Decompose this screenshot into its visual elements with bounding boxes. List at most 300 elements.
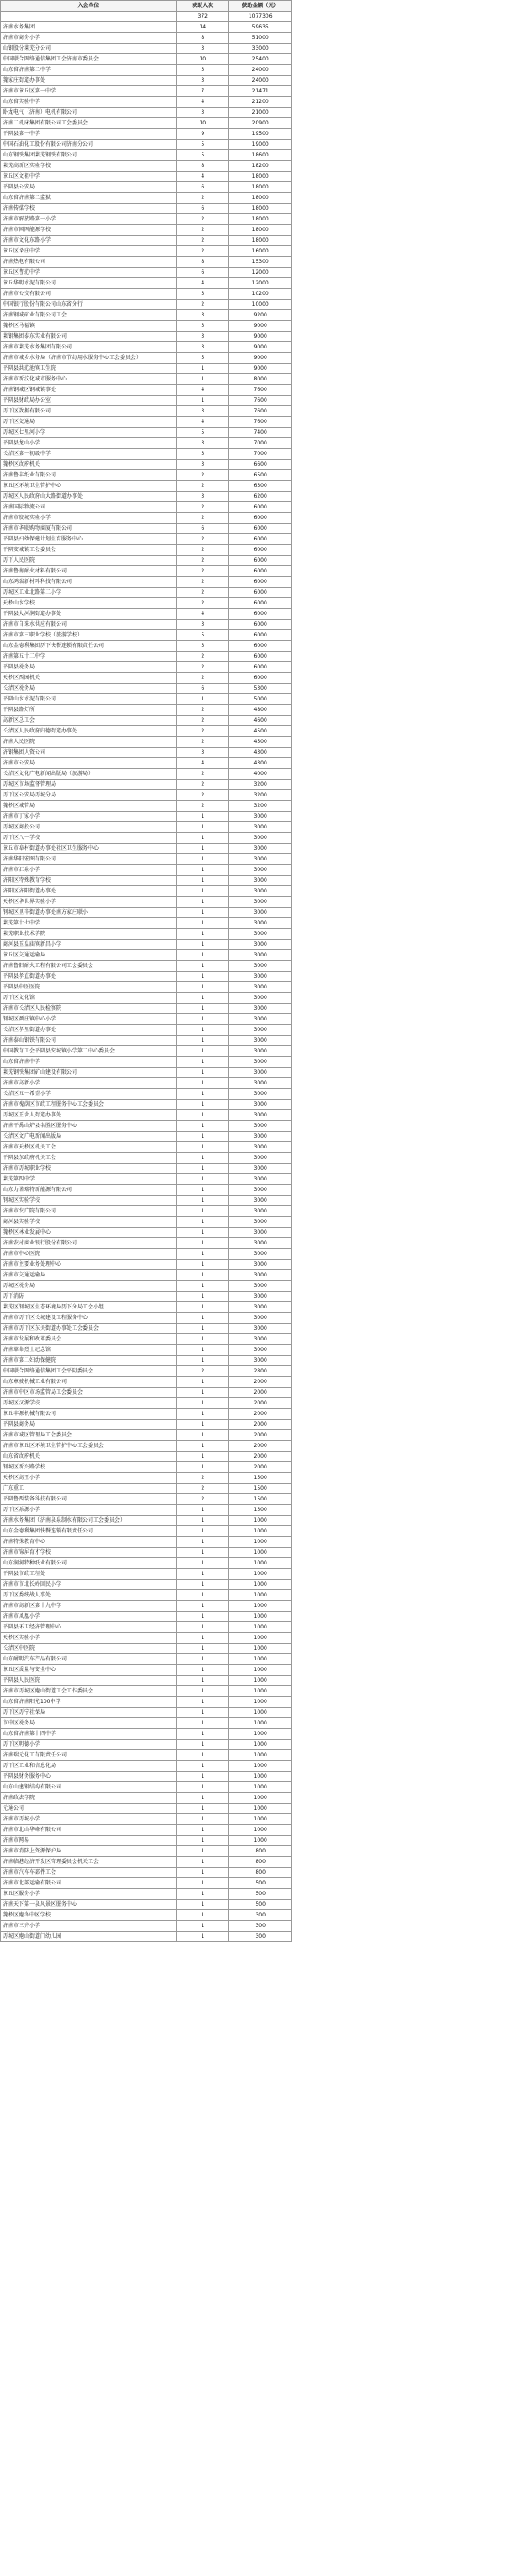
row-unit-cell: 济南市历下区东关街道办事处工会委员会 <box>1 1324 177 1334</box>
table-row <box>1 1036 292 1046</box>
row-amount-cell: 3000 <box>229 1164 292 1174</box>
row-unit-cell: 广东重工 <box>1 1484 177 1494</box>
table-row <box>1 172 292 182</box>
row-count-cell: 1 <box>177 1025 229 1036</box>
row-amount-cell: 1000 <box>229 1516 292 1526</box>
row-amount-cell: 1000 <box>229 1665 292 1676</box>
table-row <box>1 630 292 641</box>
table-row <box>1 865 292 876</box>
row-count-cell: 3 <box>177 65 229 76</box>
table-row <box>1 268 292 278</box>
row-count-cell: 1 <box>177 1356 229 1366</box>
row-unit-cell: 章丘区质量与安全中心 <box>1 1665 177 1676</box>
row-count-cell: 1 <box>177 897 229 908</box>
row-amount-cell: 3000 <box>229 1036 292 1046</box>
table-row <box>1 1654 292 1665</box>
table-row <box>1 1857 292 1868</box>
row-unit-cell: 山东省济南第二中学 <box>1 65 177 76</box>
row-count-cell: 14 <box>177 22 229 33</box>
table-row <box>1 492 292 502</box>
row-unit-cell: 天桥区西园机关 <box>1 673 177 684</box>
row-count-cell: 2 <box>177 716 229 726</box>
table-row <box>1 673 292 684</box>
row-amount-cell: 16000 <box>229 246 292 257</box>
row-count-cell: 4 <box>177 609 229 620</box>
row-unit-cell: 元通公司 <box>1 1804 177 1814</box>
row-count-cell: 2 <box>177 652 229 662</box>
row-count-cell: 1 <box>177 1409 229 1420</box>
table-row <box>1 182 292 193</box>
row-amount-cell: 3000 <box>229 1238 292 1249</box>
row-amount-cell: 7600 <box>229 396 292 406</box>
row-amount-cell: 3000 <box>229 822 292 833</box>
row-count-cell: 1 <box>177 1857 229 1868</box>
table-row <box>1 1292 292 1302</box>
row-unit-cell: 历下区文化馆 <box>1 993 177 1004</box>
row-unit-cell: 山东鸿瑞新材料科技有限公司 <box>1 577 177 588</box>
row-amount-cell: 18000 <box>229 204 292 214</box>
row-unit-cell: 历下区明德小学 <box>1 1740 177 1750</box>
row-unit-cell: 平阴县孝直街道办事处 <box>1 972 177 982</box>
row-unit-cell: 历下消防 <box>1 1292 177 1302</box>
table-row <box>1 502 292 513</box>
row-count-cell: 1 <box>177 1612 229 1622</box>
table-row <box>1 1014 292 1025</box>
table-row <box>1 1772 292 1782</box>
row-amount-cell: 3000 <box>229 844 292 854</box>
row-unit-cell: 山东省实验中学 <box>1 97 177 108</box>
row-unit-cell: 章丘区文祖中学 <box>1 172 177 182</box>
row-amount-cell: 1000 <box>229 1761 292 1772</box>
row-unit-cell: 济南市锦屏育才学校 <box>1 1548 177 1558</box>
row-unit-cell: 济南市汇泉小学 <box>1 865 177 876</box>
row-unit-cell: 济阳区特殊教育学校 <box>1 876 177 886</box>
row-count-cell: 1 <box>177 1900 229 1910</box>
row-amount-cell: 3000 <box>229 1132 292 1142</box>
row-count-cell: 1 <box>177 908 229 918</box>
row-unit-cell: 济南市长清区人民检察院 <box>1 1004 177 1014</box>
table-row <box>1 353 292 364</box>
row-unit-cell: 济南华阳宏图有限公司 <box>1 854 177 865</box>
row-amount-cell: 3000 <box>229 1228 292 1238</box>
row-unit-cell: 山东章鼓机械工业有限公司 <box>1 1377 177 1388</box>
row-unit-cell: 天桥山水学校 <box>1 598 177 609</box>
row-unit-cell: 天桥区实验小学 <box>1 1633 177 1644</box>
row-count-cell: 3 <box>177 342 229 353</box>
row-amount-cell: 4000 <box>229 769 292 780</box>
row-count-cell: 1 <box>177 1708 229 1718</box>
table-row <box>1 1164 292 1174</box>
table-row <box>1 65 292 76</box>
row-count-cell: 5 <box>177 630 229 641</box>
row-amount-cell: 3000 <box>229 1334 292 1345</box>
row-unit-cell: 平阴县税务局 <box>1 662 177 673</box>
row-amount-cell: 1300 <box>229 1505 292 1516</box>
row-unit-cell: 济南市历城小学 <box>1 1814 177 1825</box>
row-unit-cell: 历下区交通局 <box>1 417 177 428</box>
row-unit-cell: 平阴县中医医院 <box>1 982 177 993</box>
row-amount-cell: 1000 <box>229 1633 292 1644</box>
row-unit-cell: 历城区人民政府山大路街道办事处 <box>1 492 177 502</box>
row-count-cell: 8 <box>177 33 229 44</box>
row-amount-cell: 3000 <box>229 1078 292 1089</box>
table-row <box>1 1697 292 1708</box>
row-count-cell: 1 <box>177 812 229 822</box>
row-unit-cell: 平阴县洪范池镇卫生院 <box>1 364 177 374</box>
table-row <box>1 1004 292 1014</box>
table-row <box>1 1878 292 1889</box>
row-count-cell: 1 <box>177 1505 229 1516</box>
row-amount-cell: 21471 <box>229 86 292 97</box>
row-unit-cell: 济南鲁丰纸业有限公司 <box>1 470 177 481</box>
table-row <box>1 1804 292 1814</box>
row-count-cell: 1 <box>177 1654 229 1665</box>
table-row <box>1 1622 292 1633</box>
row-count-cell: 1 <box>177 1537 229 1548</box>
row-unit-cell: 平阴县路灯所 <box>1 705 177 716</box>
row-count-cell: 3 <box>177 449 229 460</box>
row-count-cell: 1 <box>177 1910 229 1921</box>
row-count-cell: 1 <box>177 1825 229 1836</box>
row-amount-cell: 1000 <box>229 1569 292 1580</box>
row-count-cell: 1 <box>177 1772 229 1782</box>
table-row <box>1 1078 292 1089</box>
table-row <box>1 1430 292 1441</box>
row-unit-cell: 平阴县公安局 <box>1 182 177 193</box>
table-row <box>1 790 292 801</box>
row-unit-cell: 平阴县人民医院 <box>1 1676 177 1686</box>
table-row <box>1 940 292 950</box>
row-count-cell: 1 <box>177 1697 229 1708</box>
table-row <box>1 1761 292 1772</box>
row-count-cell: 1 <box>177 396 229 406</box>
row-unit-cell: 济南市中心医院 <box>1 1249 177 1260</box>
row-count-cell: 1 <box>177 854 229 865</box>
summary-count: 372 <box>177 12 229 22</box>
row-count-cell: 6 <box>177 204 229 214</box>
table-row <box>1 961 292 972</box>
row-amount-cell: 6000 <box>229 620 292 630</box>
row-count-cell: 1 <box>177 1921 229 1932</box>
row-amount-cell: 2000 <box>229 1430 292 1441</box>
row-amount-cell: 15300 <box>229 257 292 268</box>
row-amount-cell: 7600 <box>229 385 292 396</box>
row-amount-cell: 1000 <box>229 1590 292 1601</box>
table-row <box>1 428 292 438</box>
row-amount-cell: 3000 <box>229 1217 292 1228</box>
row-unit-cell: 历城区王舍人街道办事处 <box>1 1110 177 1121</box>
row-unit-cell: 济南市章丘区第一中学 <box>1 86 177 97</box>
row-count-cell: 1 <box>177 982 229 993</box>
row-amount-cell: 3000 <box>229 1089 292 1100</box>
row-count-cell: 2 <box>177 246 229 257</box>
row-count-cell: 1 <box>177 1292 229 1302</box>
row-amount-cell: 6000 <box>229 534 292 545</box>
row-count-cell: 1 <box>177 1217 229 1228</box>
row-unit-cell: 济南市三齐小学 <box>1 1921 177 1932</box>
row-amount-cell: 4300 <box>229 758 292 769</box>
row-unit-cell: 平阴县妇幼保健计划生育服务中心 <box>1 534 177 545</box>
table-row <box>1 854 292 865</box>
row-unit-cell: 历城区市场监督管理局 <box>1 780 177 790</box>
table-row <box>1 161 292 172</box>
table-row <box>1 1398 292 1409</box>
row-amount-cell: 2000 <box>229 1409 292 1420</box>
row-count-cell: 3 <box>177 460 229 470</box>
row-count-cell: 6 <box>177 524 229 534</box>
row-count-cell: 5 <box>177 140 229 150</box>
row-amount-cell: 3000 <box>229 1142 292 1153</box>
row-unit-cell: 济南市历城职业学校 <box>1 1164 177 1174</box>
row-unit-cell: 济南市城区管理局工会委员会 <box>1 1430 177 1441</box>
row-count-cell: 3 <box>177 76 229 86</box>
row-unit-cell: 济南市消防上资源保护局 <box>1 1846 177 1857</box>
row-amount-cell: 300 <box>229 1932 292 1942</box>
row-unit-cell: 平阴安城镇工会委员会 <box>1 545 177 556</box>
table-row <box>1 1729 292 1740</box>
row-amount-cell: 3000 <box>229 886 292 897</box>
row-amount-cell: 3000 <box>229 918 292 929</box>
row-unit-cell: 历城区商投公司 <box>1 822 177 833</box>
row-amount-cell: 3000 <box>229 1260 292 1270</box>
row-amount-cell: 12000 <box>229 268 292 278</box>
table-row <box>1 1590 292 1601</box>
row-unit-cell: 济南市北部运输有限公司 <box>1 1878 177 1889</box>
table-row <box>1 150 292 161</box>
row-count-cell: 1 <box>177 1046 229 1057</box>
table-row <box>1 1814 292 1825</box>
table-row <box>1 918 292 929</box>
row-amount-cell: 21000 <box>229 108 292 118</box>
table-row <box>1 844 292 854</box>
row-amount-cell: 3000 <box>229 1345 292 1356</box>
row-unit-cell: 山东山建钢结构有限公司 <box>1 1782 177 1793</box>
row-count-cell: 1 <box>177 1377 229 1388</box>
summary-amount: 1077306 <box>229 12 292 22</box>
row-unit-cell: 济南水务集团 <box>1 22 177 33</box>
table-row <box>1 982 292 993</box>
row-amount-cell: 1000 <box>229 1793 292 1804</box>
row-count-cell: 1 <box>177 1761 229 1772</box>
row-unit-cell: 济南市历下区长城建设工程服务中心 <box>1 1313 177 1324</box>
row-count-cell: 10 <box>177 118 229 129</box>
table-row <box>1 545 292 556</box>
row-amount-cell: 2000 <box>229 1462 292 1473</box>
row-count-cell: 1 <box>177 950 229 961</box>
row-amount-cell: 3000 <box>229 1302 292 1313</box>
row-count-cell: 1 <box>177 1740 229 1750</box>
row-unit-cell: 历城区税务局 <box>1 1281 177 1292</box>
row-count-cell: 2 <box>177 769 229 780</box>
row-amount-cell: 4500 <box>229 726 292 737</box>
row-amount-cell: 5300 <box>229 684 292 694</box>
row-amount-cell: 6000 <box>229 609 292 620</box>
row-unit-cell: 章丘区交通运输局 <box>1 950 177 961</box>
row-amount-cell: 8000 <box>229 374 292 385</box>
table-row <box>1 1132 292 1142</box>
table-row <box>1 310 292 321</box>
row-count-cell: 1 <box>177 1558 229 1569</box>
row-amount-cell: 3200 <box>229 790 292 801</box>
table-row <box>1 1793 292 1804</box>
table-row <box>1 214 292 225</box>
row-unit-cell: 济南市北山华峰有限公司 <box>1 1825 177 1836</box>
row-unit-cell: 天桥区高王小学 <box>1 1473 177 1484</box>
row-amount-cell: 2000 <box>229 1441 292 1452</box>
row-unit-cell: 山钢股份莱芜分公司 <box>1 44 177 54</box>
donation-table <box>0 0 292 1942</box>
table-row <box>1 1281 292 1292</box>
row-unit-cell: 济南市历城区鲍山街道工会工作委员会 <box>1 1686 177 1697</box>
row-unit-cell: 魏桥区政府机关 <box>1 460 177 470</box>
table-row <box>1 1228 292 1238</box>
row-unit-cell: 山东省济南第二监狱 <box>1 193 177 204</box>
row-count-cell: 3 <box>177 289 229 300</box>
row-unit-cell: 济南水务集团（济南泉泉制水有限公司工会委员会） <box>1 1516 177 1526</box>
header-count: 获助人次 <box>177 1 229 12</box>
table-row <box>1 1548 292 1558</box>
table-row <box>1 876 292 886</box>
table-row <box>1 76 292 86</box>
table-row <box>1 1633 292 1644</box>
row-amount-cell: 1500 <box>229 1494 292 1505</box>
row-amount-cell: 3000 <box>229 1110 292 1121</box>
row-unit-cell: 济南市交通运输局 <box>1 1270 177 1281</box>
row-unit-cell: 章丘区环境卫生管护中心 <box>1 481 177 492</box>
table-row <box>1 140 292 150</box>
row-amount-cell: 12000 <box>229 278 292 289</box>
row-unit-cell: 济南市槐荫区市政工程服务中心工会委员会 <box>1 1100 177 1110</box>
row-count-cell: 3 <box>177 108 229 118</box>
row-count-cell: 1 <box>177 1836 229 1846</box>
row-unit-cell: 历下区委统战人事处 <box>1 1590 177 1601</box>
row-amount-cell: 1000 <box>229 1740 292 1750</box>
row-unit-cell: 平阴县商务局 <box>1 1420 177 1430</box>
table-row <box>1 246 292 257</box>
row-count-cell: 1 <box>177 1121 229 1132</box>
table-row <box>1 1409 292 1420</box>
row-count-cell: 1 <box>177 364 229 374</box>
row-count-cell: 1 <box>177 876 229 886</box>
row-unit-cell: 济南市网易 <box>1 1836 177 1846</box>
row-unit-cell: 平阴县财务服务中心 <box>1 1772 177 1782</box>
row-count-cell: 1 <box>177 1388 229 1398</box>
table-row <box>1 897 292 908</box>
row-amount-cell: 20900 <box>229 118 292 129</box>
row-count-cell: 1 <box>177 1153 229 1164</box>
table-row <box>1 1388 292 1398</box>
row-count-cell: 6 <box>177 182 229 193</box>
table-row <box>1 1153 292 1164</box>
row-unit-cell: 长清区中医院 <box>1 1644 177 1654</box>
table-row <box>1 993 292 1004</box>
row-count-cell: 1 <box>177 1676 229 1686</box>
row-unit-cell: 济南市农广院有限公司 <box>1 1206 177 1217</box>
row-unit-cell: 商河县玉皇庙镇新昌小学 <box>1 940 177 950</box>
table-row <box>1 1334 292 1345</box>
table-row <box>1 1046 292 1057</box>
table-row <box>1 1516 292 1526</box>
row-count-cell: 1 <box>177 1270 229 1281</box>
row-count-cell: 2 <box>177 577 229 588</box>
table-row <box>1 481 292 492</box>
row-count-cell: 1 <box>177 1665 229 1676</box>
row-unit-cell: 济南钢城区钢城镇事处 <box>1 385 177 396</box>
row-amount-cell: 6000 <box>229 502 292 513</box>
row-count-cell: 4 <box>177 278 229 289</box>
row-count-cell: 2 <box>177 1484 229 1494</box>
table-row <box>1 1686 292 1697</box>
row-unit-cell: 济南政法学院 <box>1 1793 177 1804</box>
row-amount-cell: 3000 <box>229 1196 292 1206</box>
table-row <box>1 1249 292 1260</box>
row-amount-cell: 6000 <box>229 545 292 556</box>
row-unit-cell: 山东金德利集团快餐连锁有限责任公司 <box>1 1526 177 1537</box>
row-amount-cell: 3000 <box>229 929 292 940</box>
row-count-cell: 1 <box>177 1729 229 1740</box>
row-amount-cell: 1000 <box>229 1548 292 1558</box>
row-unit-cell: 山东省政府机关 <box>1 1452 177 1462</box>
row-amount-cell: 1000 <box>229 1676 292 1686</box>
table-row <box>1 1025 292 1036</box>
row-unit-cell: 平阴县环卫经济管理中心 <box>1 1622 177 1633</box>
row-amount-cell: 7600 <box>229 406 292 417</box>
row-unit-cell: 历下区历宁社保局 <box>1 1708 177 1718</box>
table-row <box>1 22 292 33</box>
row-count-cell: 1 <box>177 1548 229 1558</box>
row-count-cell: 1 <box>177 1430 229 1441</box>
row-unit-cell: 莱芜高新区实验学校 <box>1 161 177 172</box>
row-amount-cell: 3000 <box>229 833 292 844</box>
row-amount-cell: 21200 <box>229 97 292 108</box>
row-unit-cell: 平阴县大河涧街道办事处 <box>1 609 177 620</box>
table-row <box>1 204 292 214</box>
table-row <box>1 225 292 236</box>
row-unit-cell: 长清区税务局 <box>1 684 177 694</box>
row-unit-cell: 中国银行股份有限公司山东省分行 <box>1 300 177 310</box>
row-unit-cell: 济南市胶城实验小学 <box>1 513 177 524</box>
table-row <box>1 1494 292 1505</box>
row-unit-cell: 魏桥区鲍冬中区学校 <box>1 1910 177 1921</box>
row-unit-cell: 钢城区里辛街道办事处南方家庄联小 <box>1 908 177 918</box>
row-amount-cell: 1000 <box>229 1814 292 1825</box>
row-amount-cell: 19500 <box>229 129 292 140</box>
row-count-cell: 1 <box>177 1889 229 1900</box>
row-count-cell: 2 <box>177 225 229 236</box>
table-row <box>1 1921 292 1932</box>
row-amount-cell: 3000 <box>229 1185 292 1196</box>
table-row <box>1 620 292 630</box>
row-unit-cell: 章丘华明水泥有限公司 <box>1 278 177 289</box>
row-amount-cell: 51000 <box>229 33 292 44</box>
row-unit-cell: 历下区工业和信息化局 <box>1 1761 177 1772</box>
row-unit-cell: 章丘区服务小学 <box>1 1889 177 1900</box>
row-unit-cell: 济南钢城矿业有限公司工会 <box>1 310 177 321</box>
row-amount-cell: 9200 <box>229 310 292 321</box>
row-amount-cell: 1000 <box>229 1750 292 1761</box>
header-unit: 入会单位 <box>1 1 177 12</box>
row-count-cell: 1 <box>177 1334 229 1345</box>
row-count-cell: 5 <box>177 150 229 161</box>
table-row <box>1 577 292 588</box>
row-amount-cell: 3200 <box>229 780 292 790</box>
table-row <box>1 300 292 310</box>
row-unit-cell: 济南市发展和改革委员会 <box>1 1334 177 1345</box>
table-row <box>1 1910 292 1921</box>
row-unit-cell: 平阴鲁西装备科技有限公司 <box>1 1494 177 1505</box>
row-amount-cell: 500 <box>229 1889 292 1900</box>
table-row <box>1 1644 292 1654</box>
